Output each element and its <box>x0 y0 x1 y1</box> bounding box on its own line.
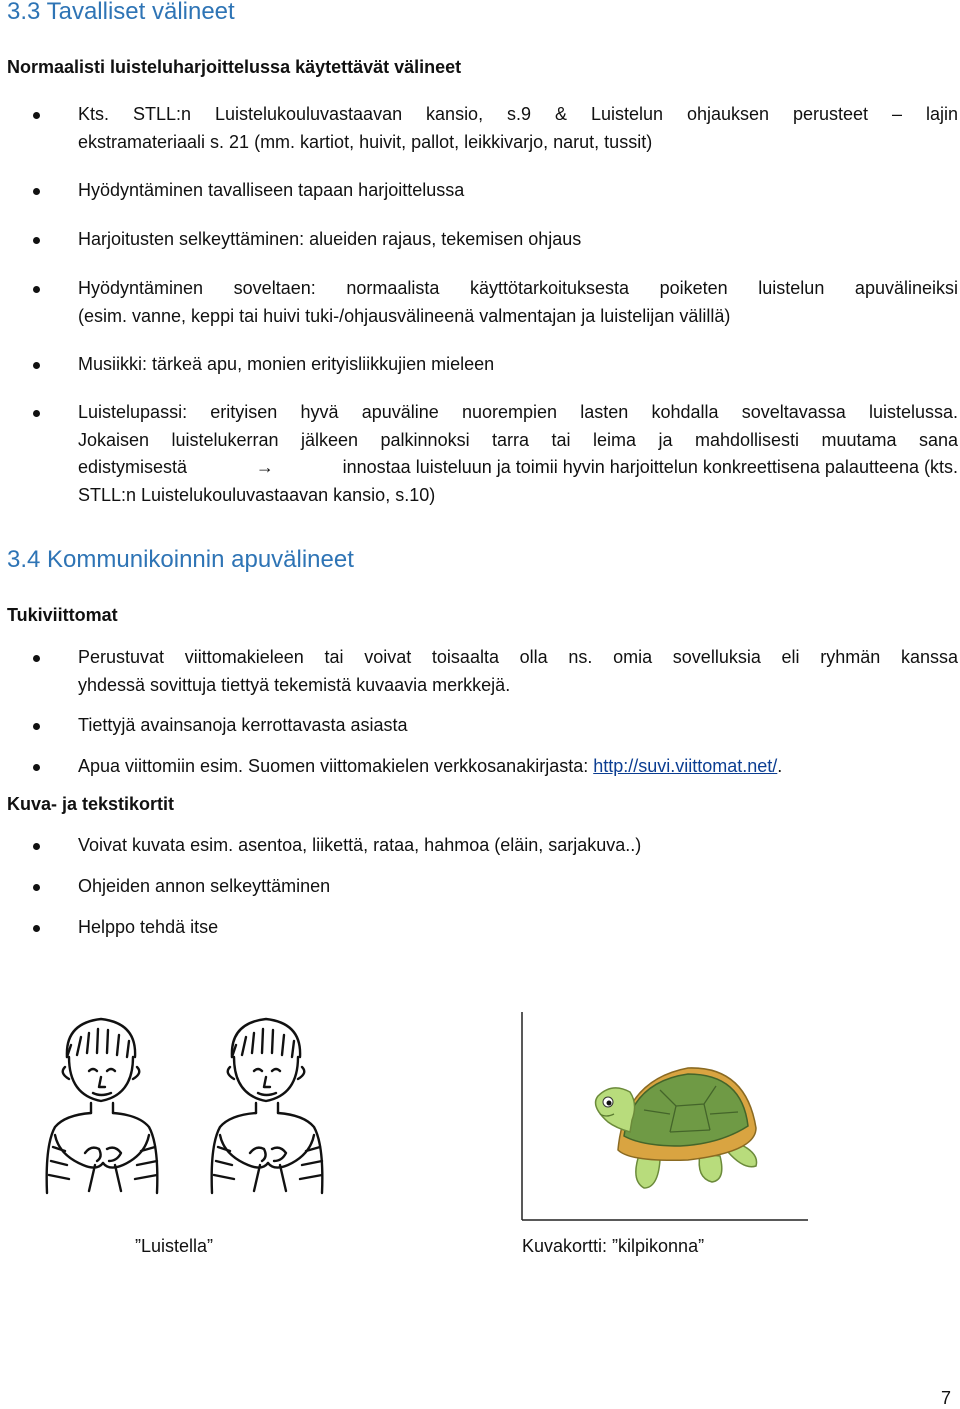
sign-luistella-illustration <box>25 1015 355 1195</box>
turtle-icon <box>520 1010 810 1222</box>
subheading-tukiviittomat: Tukiviittomat <box>7 605 118 625</box>
bullet-icon <box>33 188 40 195</box>
list-item-text: Kts. STLL:n Luistelukouluvastaavan kansio, s.9 & Luistelun ohjauksen perusteet – lajin <box>78 104 958 124</box>
list-item-text: Musiikki: tärkeä apu, monien erityisliikkujien mieleen <box>78 354 495 374</box>
bullet-icon <box>33 112 40 119</box>
bullet-icon <box>33 925 40 932</box>
list-item-text: (esim. vanne, keppi tai huivi tuki-/ohjausvälineenä valmentajan ja luistelijan välillä) <box>78 305 731 326</box>
bullet-icon <box>33 723 40 730</box>
list-item-text: Perustuvat viittomakieleen tai voivat toisaalta olla ns. omia sovelluksia eli ryhmän kanssa <box>78 647 958 667</box>
bullet-icon <box>33 843 40 850</box>
turtle-picture-card <box>520 1010 810 1222</box>
list-item-text: Voivat kuvata esim. asentoa, liikettä, rataa, hahmoa (eläin, sarjakuva..) <box>78 835 642 855</box>
subheading-normal-equipment: Normaalisti luisteluharjoittelussa käytettävät välineet <box>7 57 462 77</box>
list-item-text: Harjoitusten selkeyttäminen: alueiden rajaus, tekemisen ohjaus <box>78 229 582 249</box>
list-item-text: edistymisestä <box>78 457 188 477</box>
list-item-text: Ohjeiden annon selkeyttäminen <box>78 876 331 896</box>
section-heading-3-3: 3.3 Tavalliset välineet <box>7 0 235 25</box>
bullet-icon <box>33 655 40 662</box>
subheading-kuva-ja-tekstikortit: Kuva- ja tekstikortit <box>7 794 175 814</box>
bullet-icon <box>33 286 40 293</box>
list-item-text: Luistelupassi: erityisen hyvä apuväline nuorempien lasten kohdalla soveltavassa luistelussa. <box>78 402 958 422</box>
list-item-text: . <box>777 756 783 776</box>
arrow-icon: → <box>255 457 274 477</box>
bullet-icon <box>33 237 40 244</box>
section-heading-3-4: 3.4 Kommunikoinnin apuvälineet <box>7 546 354 573</box>
bullet-icon <box>33 764 40 771</box>
bullet-icon <box>33 884 40 891</box>
list-item-text: Apua viittomiin esim. Suomen viittomakielen verkkosanakirjasta: <box>78 756 594 776</box>
suvi-dictionary-link[interactable]: http://suvi.viittomat.net/ <box>593 756 778 776</box>
list-item-text: innostaa luisteluun ja toimii hyvin harjoittelun konkreettisena palautteena (kts. <box>342 457 958 477</box>
signing-child-drawing <box>25 1015 355 1195</box>
list-item-text: ekstramateriaali s. 21 (mm. kartiot, huivit, pallot, leikkivarjo, narut, tussit) <box>78 131 653 152</box>
list-item-text: Hyödyntäminen tavalliseen tapaan harjoittelussa <box>78 180 465 200</box>
list-item-text: Hyödyntäminen soveltaen: normaalista käyttötarkoituksesta poiketen luistelun apuvälineiksi <box>78 278 958 298</box>
list-item-text: STLL:n Luistelukouluvastaavan kansio, s.10) <box>78 484 436 505</box>
caption-turtle-card: Kuvakortti: ”kilpikonna” <box>522 1236 705 1256</box>
list-item-text: Tiettyjä avainsanoja kerrottavasta asiasta <box>78 715 408 735</box>
list-item-text: yhdessä sovittuja tiettyä tekemistä kuvaavia merkkejä. <box>78 674 511 695</box>
caption-sign-luistella: ”Luistella” <box>135 1236 214 1256</box>
bullet-icon <box>33 410 40 417</box>
page-number: 7 <box>941 1388 952 1408</box>
bullet-icon <box>33 362 40 369</box>
list-item-text: Helppo tehdä itse <box>78 917 219 937</box>
list-item-text: Jokaisen luistelukerran jälkeen palkinnoksi tarra tai leima ja mahdollisesti muutama sana <box>78 429 958 450</box>
